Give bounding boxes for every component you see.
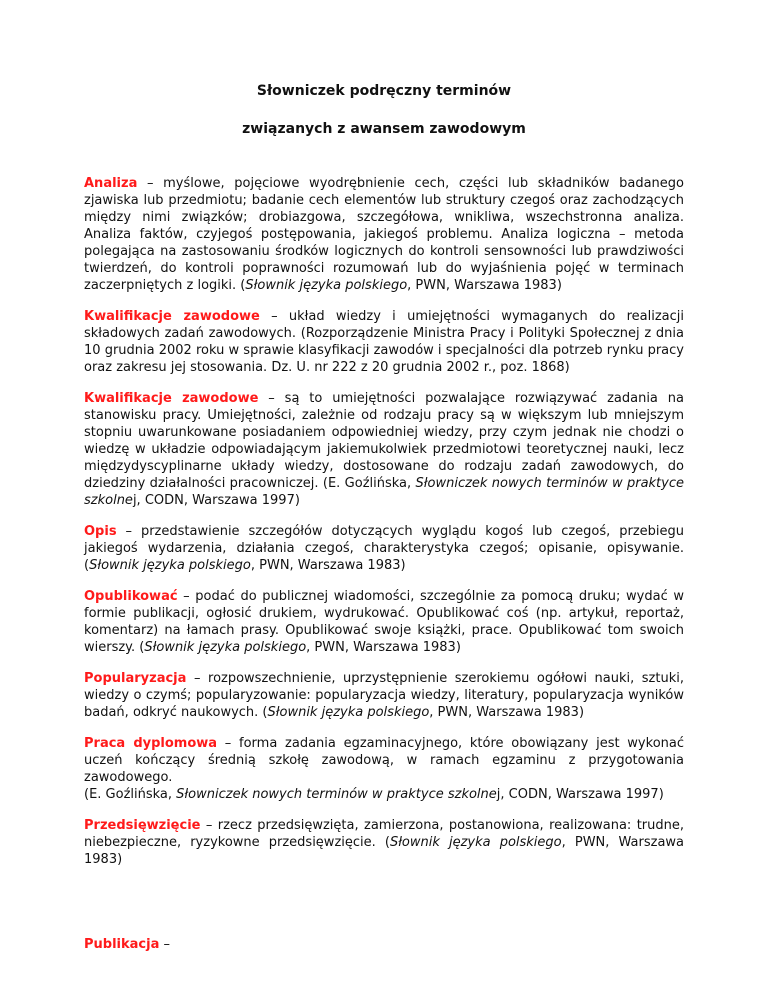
entry-definition: – rozpowszechnienie, uprzystępnienie szerokiemu ogółowi nauki, sztuki, wiedzy o czymś; popularyzowanie: popularyzacja wiedzy, literatury, popularyzacja wyników badań, odkryć naukowych. ( [84, 671, 684, 720]
entry-term: Analiza [84, 176, 138, 191]
entry-definition: – podać do publicznej wiadomości, szczególnie za pomocą druku; wydać w formie publikacji, ogłosić drukiem, wydrukować. Opublikować coś (np. artykuł, reportaż, komentarz) na łamach prasy. Opublikować swoje książki, prace. Opublikować tom swoich wierszy. ( [84, 589, 684, 655]
glossary-entry-opis [84, 523, 684, 574]
entry-source-title: Słownik języka polskiego [245, 278, 408, 293]
entry-source-title: Słowniczek nowych terminów w praktyce szkolne [176, 787, 497, 802]
entry-source-details: j, CODN, Warszawa 1997) [496, 787, 664, 802]
entry-definition: – forma zadania egzaminacyjnego, które obowiązany jest wykonać uczeń kończący średnią szkołę zawodową, w ramach egzaminu z przygotowania zawodowego. [84, 736, 684, 785]
entry-term: Opis [84, 524, 117, 539]
entry-definition: – układ wiedzy i umiejętności wymaganych do realizacji składowych zadań zawodowych. (Rozporządzenie Ministra Pracy i Polityki Społecznej z dnia 10 grudnia 2002 roku w sprawie klasyfikacji zawodów i specjalności dla potrzeb rynku pracy oraz zakresu jej stosowania. Dz. U. nr 222 z 20 grudnia 2002 r., poz. 1868) [84, 309, 684, 375]
entry-source-prefix: (E. Goźlińska, [84, 787, 177, 802]
entry-source-title: Słownik języka polskiego [89, 558, 251, 573]
entry-term: Publikacja [84, 937, 160, 952]
entry-source-title: Słownik języka polskiego [144, 640, 307, 655]
entry-term: Kwalifikacje zawodowe [84, 309, 260, 324]
entry-term: Opublikować [84, 589, 178, 604]
entry-definition: – przedstawienie szczegółów dotyczących wyglądu kogoś lub czegoś, przebiegu jakiegoś wydarzenia, działania czegoś, charakterystyka czegoś; opisanie, opisywanie. ( [84, 524, 684, 573]
entry-term: Przedsięwzięcie [84, 818, 201, 833]
glossary-entry-kwalifikacje-2 [84, 390, 684, 509]
entry-definition: – [159, 937, 170, 952]
entry-term: Kwalifikacje zawodowe [84, 391, 259, 406]
entry-source-details: , PWN, Warszawa 1983) [306, 640, 461, 655]
entry-source-details: , PWN, Warszawa 1983) [250, 558, 406, 573]
document-title-line-2: związanych z awansem zawodowym [242, 121, 526, 137]
entry-term: Popularyzacja [84, 671, 187, 686]
glossary-entry-popularyzacja [84, 670, 684, 721]
entry-source-title: Słownik języka polskiego [267, 705, 430, 720]
entry-source-title: Słownik języka polskiego [389, 835, 562, 850]
entry-source-details: , PWN, Warszawa 1983) [407, 278, 562, 293]
entry-source-details: j, CODN, Warszawa 1997) [132, 493, 300, 508]
glossary-entry-przedsiewziecie [84, 817, 684, 868]
glossary-entry-opublikowac [84, 588, 684, 656]
entry-source-title: Słowniczek nowych terminów w praktyce szkolne [84, 476, 684, 508]
glossary-entry-publikacja [84, 936, 684, 953]
entry-definition: – są to umiejętności pozwalające rozwiązywać zadania na stanowisku pracy. Umiejętności, zależnie od rodzaju pracy są w większym lub mniejszym stopniu uwarunkowane posiadaniem odpowiedniej wiedzy, przy czym jednak nie chodzi o wiedzę w układzie odpowiadającym jakiemukolwiek przedmiotowi teoretycznej nauki, lecz międzydyscyplinarne układy wiedzy, dostosowane do rodzaju zadań zawodowych, do dziedziny działalności pracowniczej. (E. Goźlińska, [84, 391, 684, 491]
entry-source-line [84, 786, 684, 803]
entry-definition: – myślowe, pojęciowe wyodrębnienie cech, części lub składników badanego zjawiska lub przedmiotu; badanie cech elementów lub struktury czegoś oraz zachodzących między nimi związków; drobiazgowa, szczegółowa, wnikliwa, wszechstronna analiza. Analiza faktów, czyjegoś postępowania, jakiegoś problemu. Analiza logiczna – metoda polegająca na zastosowaniu środków logicznych do kontroli sensowności lub prawdziwości twierdzeń, do kontroli poprawności rozumowań lub do wyjaśnienia pojęć w terminach zaczerpniętych z logiki. ( [84, 176, 684, 293]
entry-term: Praca dyplomowa [84, 736, 218, 751]
glossary-entry-praca-dyplomowa [84, 735, 684, 803]
glossary-entry-kwalifikacje-1 [84, 308, 684, 376]
document-title-line-1: Słowniczek podręczny terminów [256, 83, 512, 99]
entry-source-details: , PWN, Warszawa 1983) [429, 705, 585, 720]
glossary-entry-analiza [84, 175, 684, 294]
entry-source-details: , PWN, Warszawa 1983) [84, 835, 685, 867]
entry-definition: – rzecz przedsięwzięta, zamierzona, postanowiona, realizowana: trudne, niebezpieczne, ryzykowne przedsięwzięcie. ( [84, 818, 684, 850]
